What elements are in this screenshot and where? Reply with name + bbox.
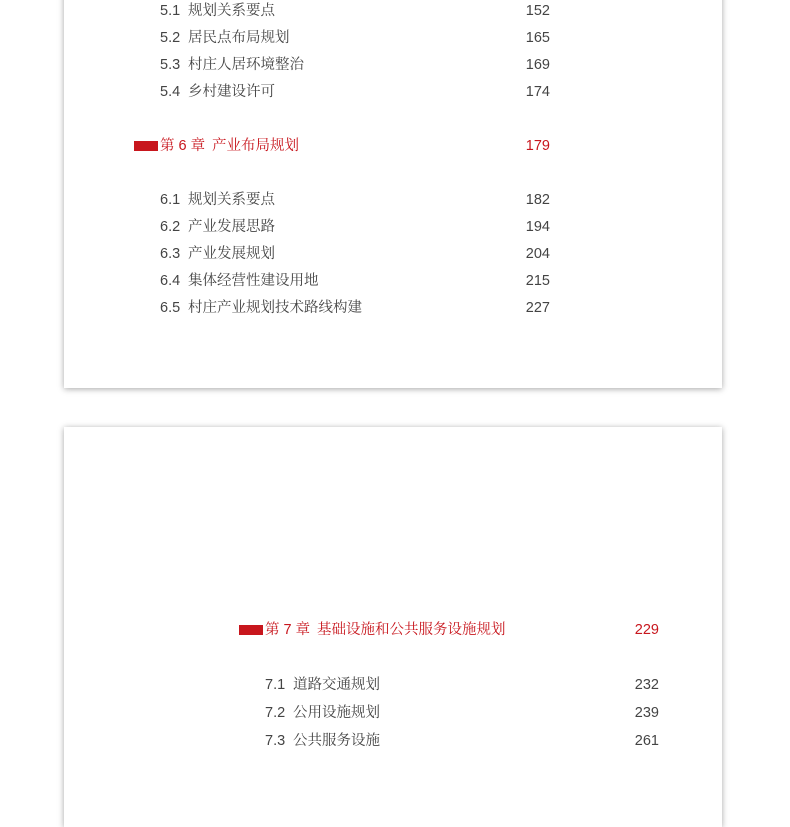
section-title: 道路交通规划 [293,677,380,693]
section-title: 规划关系要点 [188,192,275,208]
section-title: 公用设施规划 [293,705,380,721]
toc-page-1 [64,0,722,388]
section-page-number: 215 [525,273,550,289]
chapter-page-number: 179 [525,138,550,154]
section-page-number: 165 [525,30,550,46]
section-number: 6.3 [160,246,181,262]
section-number: 7.3 [265,733,286,749]
toc-entry-5-1[interactable] [160,0,550,22]
section-title: 村庄产业规划技术路线构建 [188,300,362,316]
section-number: 6.2 [160,219,181,235]
toc-entry-6-3[interactable] [160,243,550,265]
section-page-number: 204 [525,246,550,262]
section-page-number: 232 [634,677,659,693]
section-number: 6.4 [160,273,181,289]
chapter-page-number: 229 [634,622,659,638]
toc-entry-7-2[interactable] [265,702,659,724]
section-title: 公共服务设施 [293,733,380,749]
section-title: 集体经营性建设用地 [188,273,319,289]
toc-entry-6-5[interactable] [160,297,550,319]
section-title: 乡村建设许可 [188,84,275,100]
toc-entry-6-4[interactable] [160,270,550,292]
toc-entry-5-2[interactable] [160,27,550,49]
chapter-label: 第 7 章 [265,622,311,638]
section-number: 6.1 [160,192,181,208]
chapter-title: 基础设施和公共服务设施规划 [317,622,506,638]
toc-chapter-7[interactable] [239,619,659,641]
section-number: 6.5 [160,300,181,316]
section-page-number: 169 [525,57,550,73]
section-page-number: 174 [525,84,550,100]
section-number: 5.4 [160,84,181,100]
toc-chapter-6[interactable] [134,135,550,157]
toc-entry-7-1[interactable] [265,674,659,696]
chapter-title: 产业布局规划 [212,138,299,154]
section-page-number: 261 [634,733,659,749]
toc-entry-5-3[interactable] [160,54,550,76]
toc-page-2 [64,427,722,827]
chapter-marker-bar [239,625,263,635]
section-number: 7.1 [265,677,286,693]
section-number: 5.2 [160,30,181,46]
section-title: 产业发展思路 [188,219,275,235]
toc-entry-7-3[interactable] [265,730,659,752]
section-title: 规划关系要点 [188,3,275,19]
chapter-marker-bar [134,141,158,151]
section-page-number: 239 [634,705,659,721]
toc-entry-6-1[interactable] [160,189,550,211]
section-number: 5.1 [160,3,181,19]
section-page-number: 194 [525,219,550,235]
section-title: 村庄人居环境整治 [188,57,304,73]
chapter-label: 第 6 章 [160,138,206,154]
toc-entry-6-2[interactable] [160,216,550,238]
section-title: 产业发展规划 [188,246,275,262]
section-page-number: 152 [525,3,550,19]
toc-entry-5-4[interactable] [160,81,550,103]
section-number: 7.2 [265,705,286,721]
section-page-number: 182 [525,192,550,208]
section-page-number: 227 [525,300,550,316]
section-title: 居民点布局规划 [188,30,290,46]
section-number: 5.3 [160,57,181,73]
